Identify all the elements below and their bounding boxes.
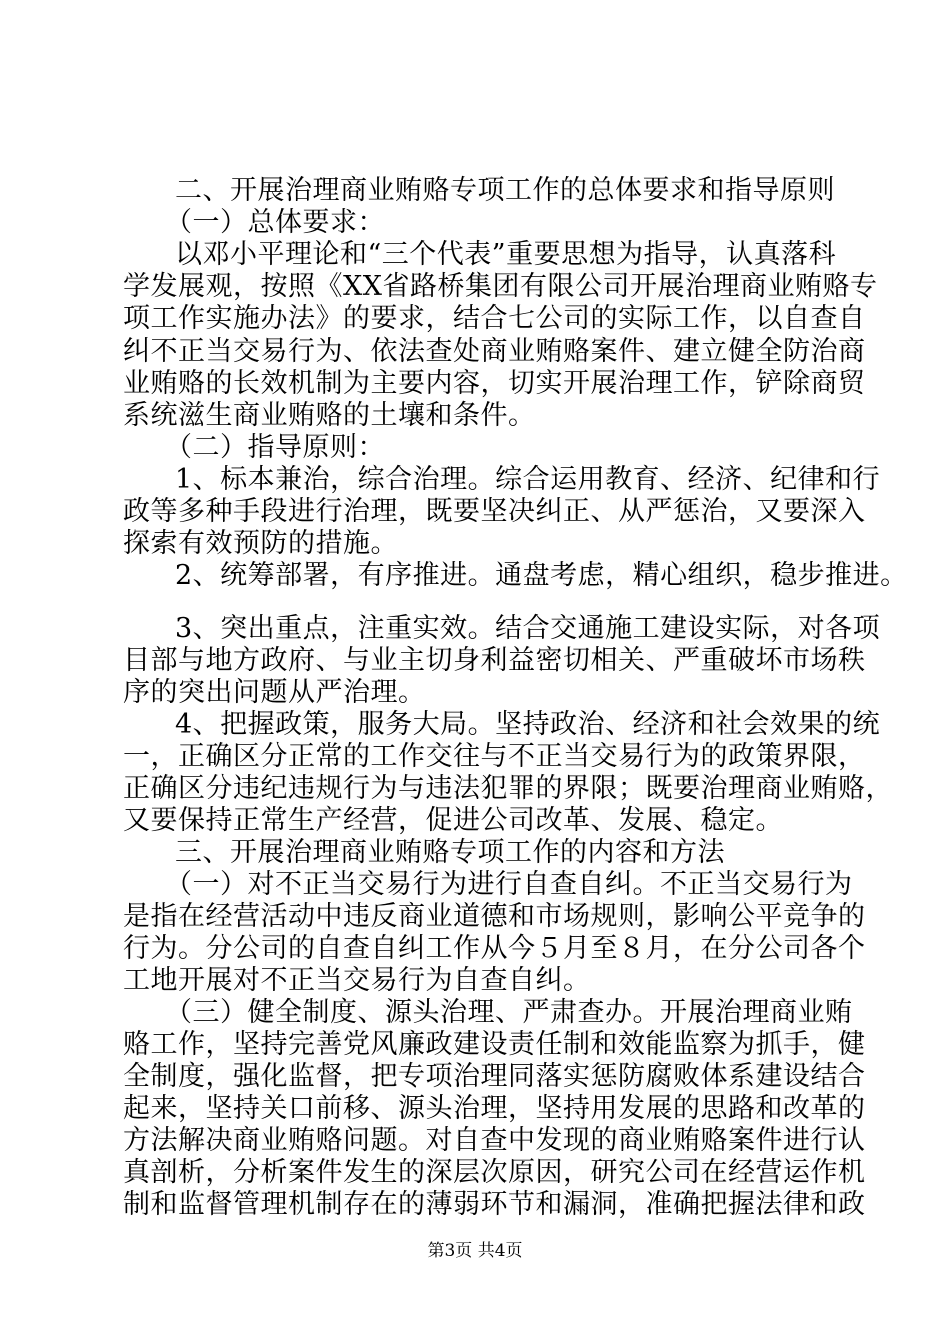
- paragraph-line: 系统滋生商业贿赂的土壤和条件。: [123, 400, 536, 431]
- paragraph-line: 业贿赂的长效机制为主要内容，切实开展治理工作，铲除商贸: [123, 368, 866, 399]
- paragraph-line: 2、统筹部署，有序推进。通盘考虑，精心组织，稳步推进。: [175, 560, 908, 591]
- paragraph-line: 是指在经营活动中违反商业道德和市场规则，影响公平竞争的: [123, 901, 866, 932]
- paragraph-line: 4、把握政策，服务大局。坚持政治、经济和社会效果的统: [175, 709, 881, 740]
- paragraph-line: （一）对不正当交易行为进行自查自纠。不正当交易行为: [165, 869, 853, 900]
- paragraph-line: 全制度，强化监督，把专项治理同落实惩防腐败体系建设结合: [123, 1061, 866, 1092]
- subsection-heading: （二）指导原则：: [165, 432, 385, 463]
- paragraph-line: 政等多种手段进行治理，既要坚决纠正、从严惩治，又要深入: [123, 496, 866, 527]
- paragraph-line: 方法解决商业贿赂问题。对自查中发现的商业贿赂案件进行认: [123, 1125, 866, 1156]
- paragraph-line: 纠不正当交易行为、依法查处商业贿赂案件、建立健全防治商: [123, 336, 866, 367]
- paragraph-line: 正确区分违纪违规行为与违法犯罪的界限；既要治理商业贿赂，: [123, 773, 893, 804]
- section-heading: 二、开展治理商业贿赂专项工作的总体要求和指导原则: [175, 175, 835, 206]
- paragraph-line: 探索有效预防的措施。: [123, 528, 398, 559]
- paragraph-line: 行为。分公司的自查自纠工作从今５月至８月，在分公司各个: [123, 933, 866, 964]
- paragraph-line: 3、突出重点，注重实效。结合交通施工建设实际，对各项: [175, 613, 881, 644]
- section-heading: 三、开展治理商业贿赂专项工作的内容和方法: [175, 837, 725, 868]
- paragraph-line: 序的突出问题从严治理。: [123, 677, 426, 708]
- paragraph-line: 真剖析，分析案件发生的深层次原因，研究公司在经营运作机: [123, 1157, 866, 1188]
- paragraph-line: 制和监督管理机制存在的薄弱环节和漏洞，准确把握法律和政: [123, 1189, 866, 1220]
- page-footer: 第3页 共4页: [427, 1241, 523, 1261]
- subsection-heading: （一）总体要求：: [165, 207, 385, 238]
- paragraph-line: 工地开展对不正当交易行为自查自纠。: [123, 965, 591, 996]
- paragraph-line: 又要保持正常生产经营，促进公司改革、发展、稳定。: [123, 805, 783, 836]
- paragraph-line: 1、标本兼治，综合治理。综合运用教育、经济、纪律和行: [175, 464, 881, 495]
- paragraph-line: 一，正确区分正常的工作交往与不正当交易行为的政策界限，: [123, 741, 866, 772]
- paragraph-line: （三）健全制度、源头治理、严肃查办。开展治理商业贿: [165, 997, 853, 1028]
- paragraph-line: 学发展观，按照《XX省路桥集团有限公司开展治理商业贿赂专: [123, 271, 878, 302]
- paragraph-line: 目部与地方政府、与业主切身利益密切相关、严重破坏市场秩: [123, 645, 866, 676]
- paragraph-line: 起来，坚持关口前移、源头治理，坚持用发展的思路和改革的: [123, 1093, 866, 1124]
- paragraph-line: 赂工作，坚持完善党风廉政建设责任制和效能监察为抓手，健: [123, 1029, 866, 1060]
- paragraph-line: 以邓小平理论和“三个代表”重要思想为指导，认真落科: [175, 239, 837, 270]
- paragraph-line: 项工作实施办法》的要求，结合七公司的实际工作，以自查自: [123, 303, 866, 334]
